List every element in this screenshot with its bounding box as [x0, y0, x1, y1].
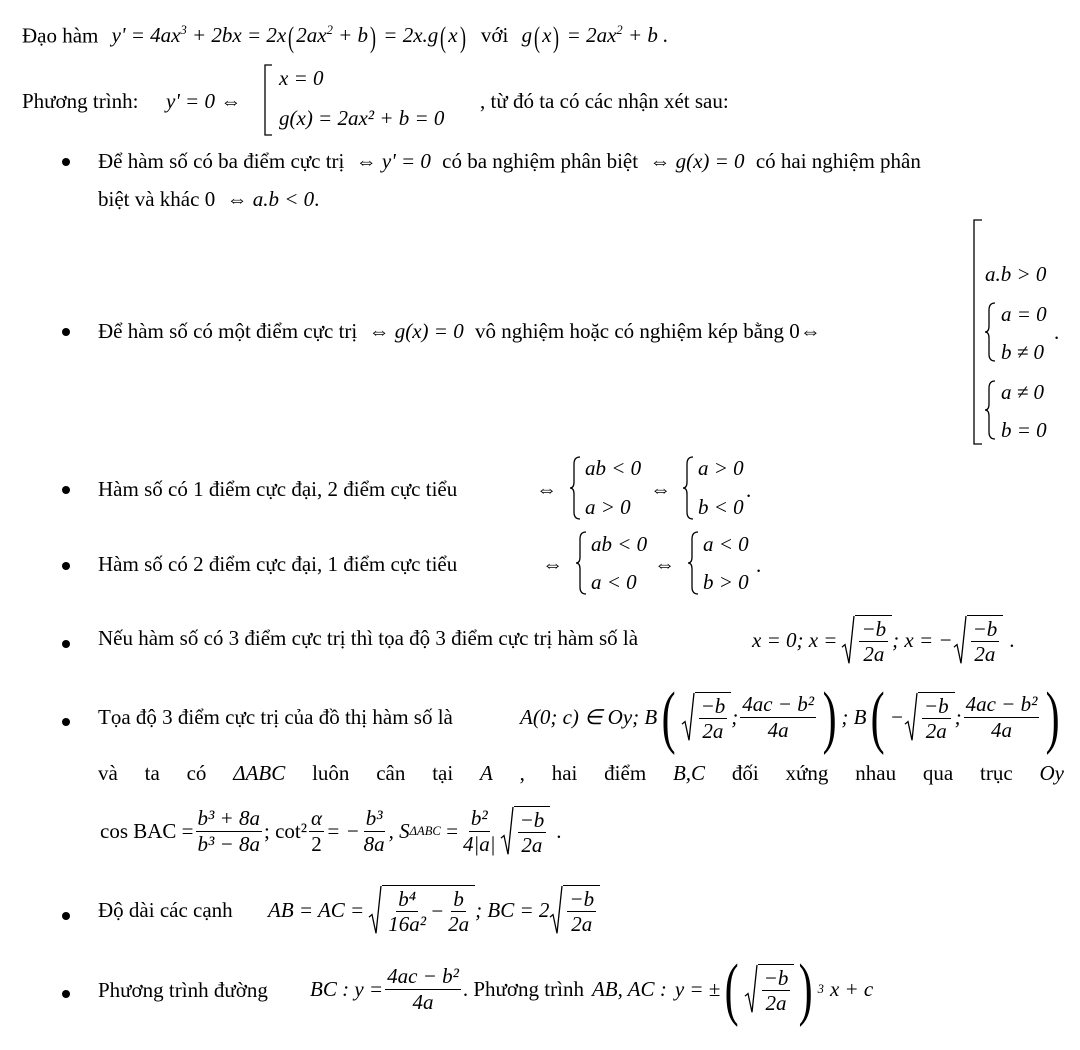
bullet-2-brace-1: [985, 302, 997, 362]
bullet-3-iff: ⇔: [536, 477, 557, 501]
bullet-4-iff: ⇔: [542, 552, 563, 576]
bullet-5-text: Nếu hàm số có 3 điểm cực trị thì tọa độ 3 điểm cực trị hàm số là: [98, 626, 639, 650]
bullet-4-s2a: a < 0: [703, 532, 749, 556]
bullet-6-line-2: và ta có ΔABC luôn cân tại A , hai điểm B,C đối xứng nhau qua trục Oy: [98, 761, 1064, 785]
bullet-2-brace-2: [985, 380, 997, 440]
case-x-zero: x = 0: [279, 66, 324, 90]
bullet-2-case-a0: a = 0: [1001, 302, 1047, 326]
bullet-4-s2b: b > 0: [703, 570, 749, 594]
bullet-2-case-b0: b = 0: [1001, 418, 1047, 442]
bullet-3-s1a: ab < 0: [585, 456, 642, 480]
equation-tail: , từ đó ta có các nhận xét sau:: [480, 89, 729, 113]
bullet-6-line-3: cos BAC = $\frac{\text{b³ + 8a}}{\text{b³ − 8a}}$ ; cot² $\frac{\alpha}{2}$ = − $\frac{\text{b³}}{8a}$ , S ΔABC = $\frac{\text{b²}}{4|a|}$ $\frac{-b}{2a}$ .: [100, 806, 562, 857]
bullet-4-brace-2: [688, 531, 700, 595]
bullet-7-formula: AB = AC = $\frac{\text{b⁴}}{\text{16a²}}$ − $\frac{b}{2a}$ ; BC = 2 $\frac{-b}{2a}$: [268, 878, 600, 942]
bullet-3-text: Hàm số có 1 điểm cực đại, 2 điểm cực tiểu: [98, 477, 458, 501]
bullet-2-case-bn0: b ≠ 0: [1001, 340, 1045, 364]
bullet-2-case-ab: a.b > 0: [985, 262, 1047, 286]
bullet-6-points: A(0; c) ∈ Oy ; B ( $\frac{-b}{2a}$ ; $\frac{\text{4ac − b²}}{4a}$ ) ; B ( − $\frac{-b}{2a}$ ; $\frac{\text{4ac − b²}}{4a}$ ): [520, 678, 1061, 756]
bullet-2-end: .: [1054, 320, 1060, 344]
bullet-8-text: Phương trình đường: [98, 978, 268, 1002]
bullet-2-case-an0: a ≠ 0: [1001, 380, 1045, 404]
bullet-4: [62, 562, 70, 570]
bullet-5: [62, 640, 70, 648]
bullet-3-end: .: [746, 478, 752, 502]
bullet-2-outer-bracket: [973, 219, 983, 445]
bullet-8-bc-equation: BC : y = $\frac{\text{4ac − b²}}{4a}$ . Phương trình AB, AC : y = ± ( $\frac{-b}{2a}$ ) 3 x + c: [310, 950, 874, 1028]
bullet-8: [62, 990, 70, 998]
derivative-formula: $y' = 4ax^3 + 2bx = 2x(2ax^2 + b) = 2x.g(x)$: [111, 21, 466, 54]
bullet-4-iff2: ⇔: [654, 552, 675, 576]
bullet-7: [62, 912, 70, 920]
derivative-line: [22, 21, 669, 54]
bullet-2: [62, 328, 70, 336]
bullet-1: [62, 158, 70, 166]
equation-derivative-zero: y' = 0 ⇔: [166, 89, 242, 113]
bullet-4-end: .: [756, 553, 762, 577]
bullet-6-text: Tọa độ 3 điểm cực trị của đồ thị hàm số là: [98, 705, 453, 729]
bullet-4-brace-1: [576, 531, 588, 595]
bullet-4-s1b: a < 0: [591, 570, 637, 594]
case-bracket: [264, 64, 274, 136]
bullet-3-s1b: a > 0: [585, 495, 631, 519]
bullet-1-line-a: Để hàm số có ba điểm cực trị ⇔ y' = 0 có ba nghiệm phân biệt ⇔ g(x) = 0 có hai nghiệm phân: [98, 149, 921, 173]
derivative-with: với: [480, 23, 509, 48]
case-g-zero: g(x) = 2ax² + b = 0: [279, 106, 445, 130]
bullet-3: [62, 486, 70, 494]
bullet-4-text: Hàm số có 2 điểm cực đại, 1 điểm cực tiểu: [98, 552, 458, 576]
bullet-2-line: Để hàm số có một điểm cực trị ⇔ g(x) = 0 vô nghiệm hoặc có nghiệm kép bằng 0⇔: [98, 319, 821, 343]
equation-label: Phương trình:: [22, 89, 139, 113]
bullet-3-iff2: ⇔: [650, 477, 671, 501]
bullet-5-formula: x = 0; x = $\frac{-b}{2a}$ ; x = − $\frac{-b}{2a}$ .: [752, 616, 1015, 666]
g-definition: $g(x) = 2ax^2 + b$ .: [521, 21, 669, 54]
bullet-1-line-b: biệt và khác 0 ⇔ a.b < 0.: [98, 187, 320, 211]
bullet-7-text: Độ dài các cạnh: [98, 898, 233, 922]
bullet-4-s1a: ab < 0: [591, 532, 648, 556]
bullet-3-s2a: a > 0: [698, 456, 744, 480]
bullet-3-brace-2: [683, 456, 695, 520]
bullet-3-s2b: b < 0: [698, 495, 744, 519]
bullet-6: [62, 718, 70, 726]
derivative-intro: Đạo hàm: [22, 23, 99, 48]
bullet-3-brace-1: [570, 456, 582, 520]
